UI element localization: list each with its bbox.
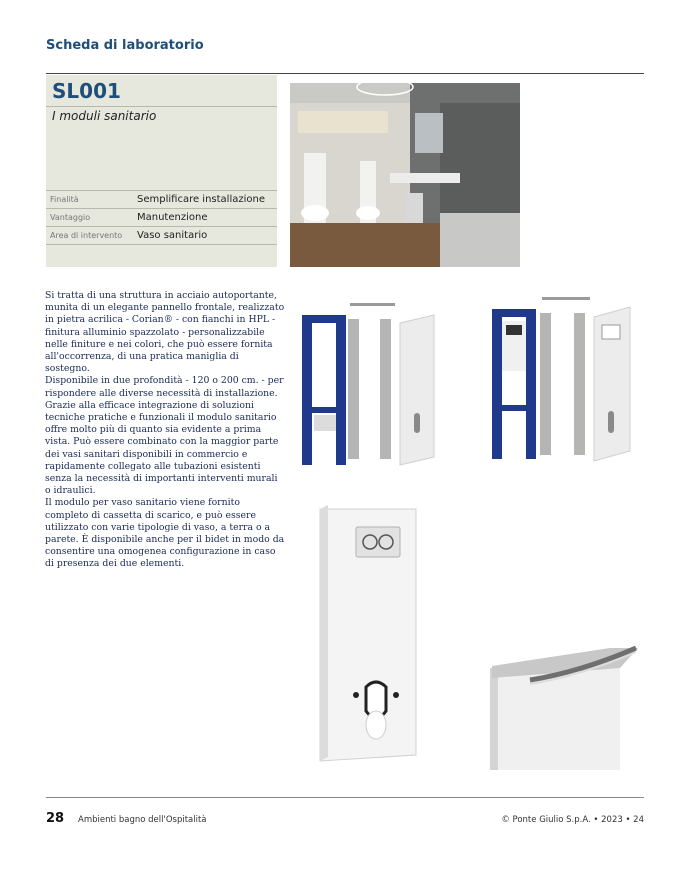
footer-section-title: Ambienti bagno dell'Ospitalità — [78, 815, 207, 825]
description-text — [45, 290, 285, 571]
bathroom-photo — [290, 83, 520, 267]
spec-label: Finalità — [46, 191, 137, 209]
section-title: Scheda di laboratorio — [46, 38, 204, 53]
spec-value: Manutenzione — [137, 209, 277, 227]
spec-row — [46, 191, 277, 209]
footer-divider — [46, 797, 644, 798]
spec-label: Vantaggio — [46, 209, 137, 227]
grab-handle-photo — [490, 638, 640, 770]
product-specs-table — [46, 190, 277, 245]
product-subtitle: I moduli sanitario — [52, 109, 157, 123]
spec-value: Semplificare installazione — [137, 191, 277, 209]
module-exploded-photo-1 — [300, 297, 440, 467]
product-card — [46, 75, 277, 267]
header-divider — [46, 73, 644, 74]
description-paragraph: Il modulo per vaso sanitario viene fornito completo di cassetta di scarico, e può essere utilizzato con varie tipologie di vaso, a terra o a parete. È disponibile anche per il bidet in modo da consentire una omogenea configurazione in caso di presenza dei due elementi. — [45, 497, 285, 570]
module-exploded-photo-2 — [490, 295, 640, 467]
module-front-panel-photo — [316, 505, 426, 767]
spec-value: Vaso sanitario — [137, 227, 277, 245]
spec-row — [46, 227, 277, 245]
footer-copyright: © Ponte Giulio S.p.A. • 2023 • 24 — [501, 815, 644, 825]
spec-label: Area di intervento — [46, 227, 137, 245]
page-number: 28 — [46, 811, 65, 826]
description-paragraph: Grazie alla efficace integrazione di soluzioni tecniche pratiche e funzionali il modulo sanitario offre molto più di quanto sia evidente a prima vista. Può essere combinato con la maggior parte dei vasi sanitari disponibili in commercio e rapidamente collegato alle tubazioni esistenti senza la necessità di importanti interventi murali o idraulici. — [45, 399, 279, 497]
card-divider — [46, 106, 277, 107]
spec-row — [46, 209, 277, 227]
description-paragraph: Si tratta di una struttura in acciaio autoportante, munita di un elegante pannello frontale, realizzato in pietra acrilica - Corian® - con fianchi in HPL - finitura alluminio spazzolato - personalizzabile nelle finiture e nei colori, che può essere fornita all'occorrenza, di una pratica maniglia di sostegno. — [45, 290, 285, 375]
description-paragraph: Disponibile in due profondità - 120 o 200 cm. - per rispondere alle diverse necessità di installazione. — [45, 375, 284, 399]
product-code: SL001 — [52, 79, 121, 103]
